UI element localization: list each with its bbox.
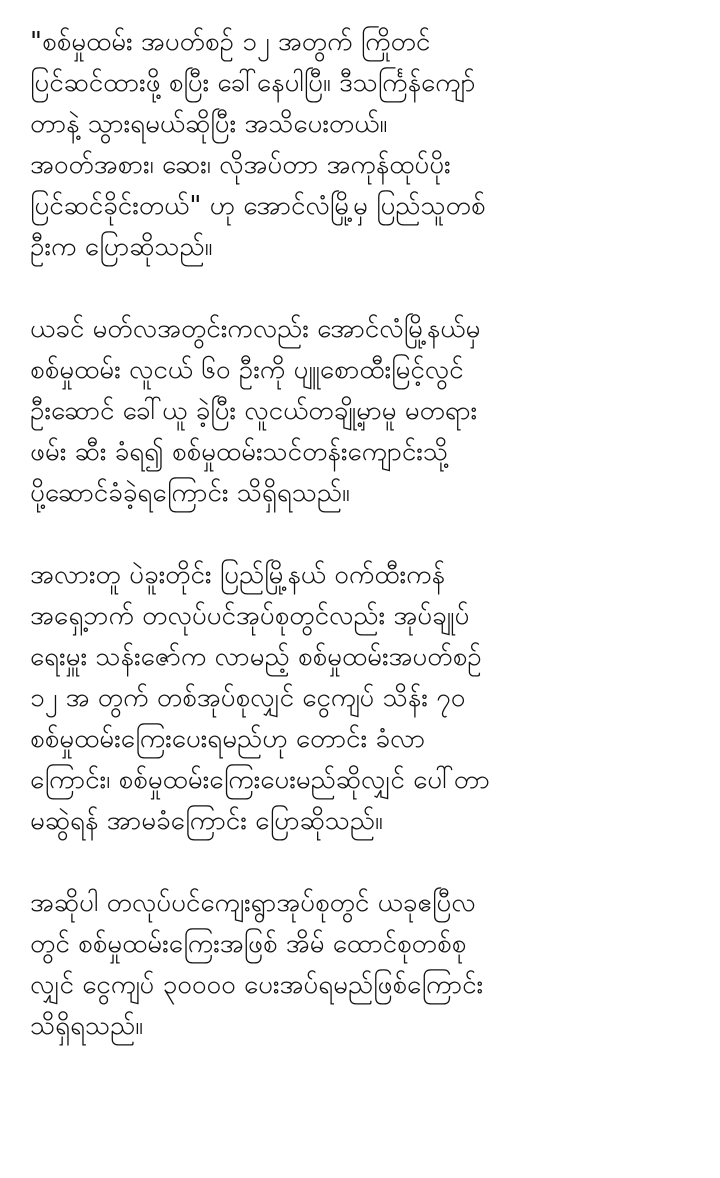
paragraph-1 [30, 22, 690, 268]
text-line: ပို့ဆောင်ခံခဲ့ရကြောင်း သိရှိရသည်။ [30, 478, 350, 508]
text-line: ဦးဆောင် ခေါ်ယူ ခဲ့ပြီး လူငယ်တချို့မှာမူ မတရား [30, 396, 478, 426]
text-line: အလားတူ ပဲခူးတိုင်း ပြည်မြို့နယ် ဝက်ထီးကန် [30, 560, 445, 590]
text-line: ဦးက ပြောဆိုသည်။ [30, 232, 213, 262]
text-line: ရေးမှူး သန်းဇော်က လာမည့် စစ်မှုထမ်းအပတ်စဉ် [30, 642, 482, 672]
text-line: လျှင် ငွေကျပ် ၃၀၀၀၀ ပေးအပ်ရမည်ဖြစ်ကြောင်း [30, 970, 484, 1000]
text-line: ယခင် မတ်လအတွင်းကလည်း အောင်လံမြို့နယ်မှ [30, 314, 481, 344]
text-line: "စစ်မှုထမ်း အပတ်စဉ် ၁၂ အတွက် ကြိုတင် [30, 27, 431, 57]
text-line: တာနဲ့ သွားရမယ်ဆိုပြီး အသိပေးတယ်။ [30, 109, 388, 139]
text-line: ပြင်ဆင်ခိုင်းတယ်" ဟု အောင်လံမြို့မှ ပြည်သူတစ် [30, 191, 486, 221]
text-line: အဝတ်အစား၊ ဆေး၊ လိုအပ်တာ အကုန်ထုပ်ပိုး [30, 150, 451, 180]
text-line: အရှေ့ဘက် တလုပ်ပင်အုပ်စုတွင်လည်း အုပ်ချုပ် [30, 601, 470, 631]
paragraph-3 [30, 555, 690, 842]
text-line: ဖမ်း ဆီး ခံရ၍ စစ်မှုထမ်းသင်တန်းကျောင်းသို့ [30, 437, 448, 467]
text-line: မဆွဲရန် အာမခံကြောင်း ပြောဆိုသည်။ [30, 806, 383, 836]
text-line: စစ်မှုထမ်း လူငယ် ၆၀ ဦးကို ပျူစောထီးမြင့်လွင် [30, 355, 464, 385]
text-line: သိရှိရသည်။ [30, 1011, 144, 1041]
paragraph-2 [30, 309, 690, 514]
text-line: စစ်မှုထမ်းကြေးပေးရမည်ဟု တောင်း ခံလာ [30, 724, 426, 754]
text-line: ၁၂ အ တွက် တစ်အုပ်စုလျှင် ငွေကျပ် သိန်း ၇၀ [30, 683, 466, 713]
text-line: တွင် စစ်မှုထမ်းကြေးအဖြစ် အိမ် ထောင်စုတစ်စု [30, 929, 467, 959]
paragraph-4 [30, 883, 690, 1047]
text-line: ကြောင်း၊ စစ်မှုထမ်းကြေးပေးမည်ဆိုလျှင် ပေါ်တာ [30, 765, 490, 795]
text-line: အဆိုပါ တလုပ်ပင်ကျေးရွာအုပ်စုတွင် ယခုဧပြီလ [30, 888, 476, 918]
text-line: ပြင်ဆင်ထားဖို့ စပြီး ခေါ်နေပါပြီ။ ဒီသင်္ကြန်ကျော် [30, 68, 476, 98]
